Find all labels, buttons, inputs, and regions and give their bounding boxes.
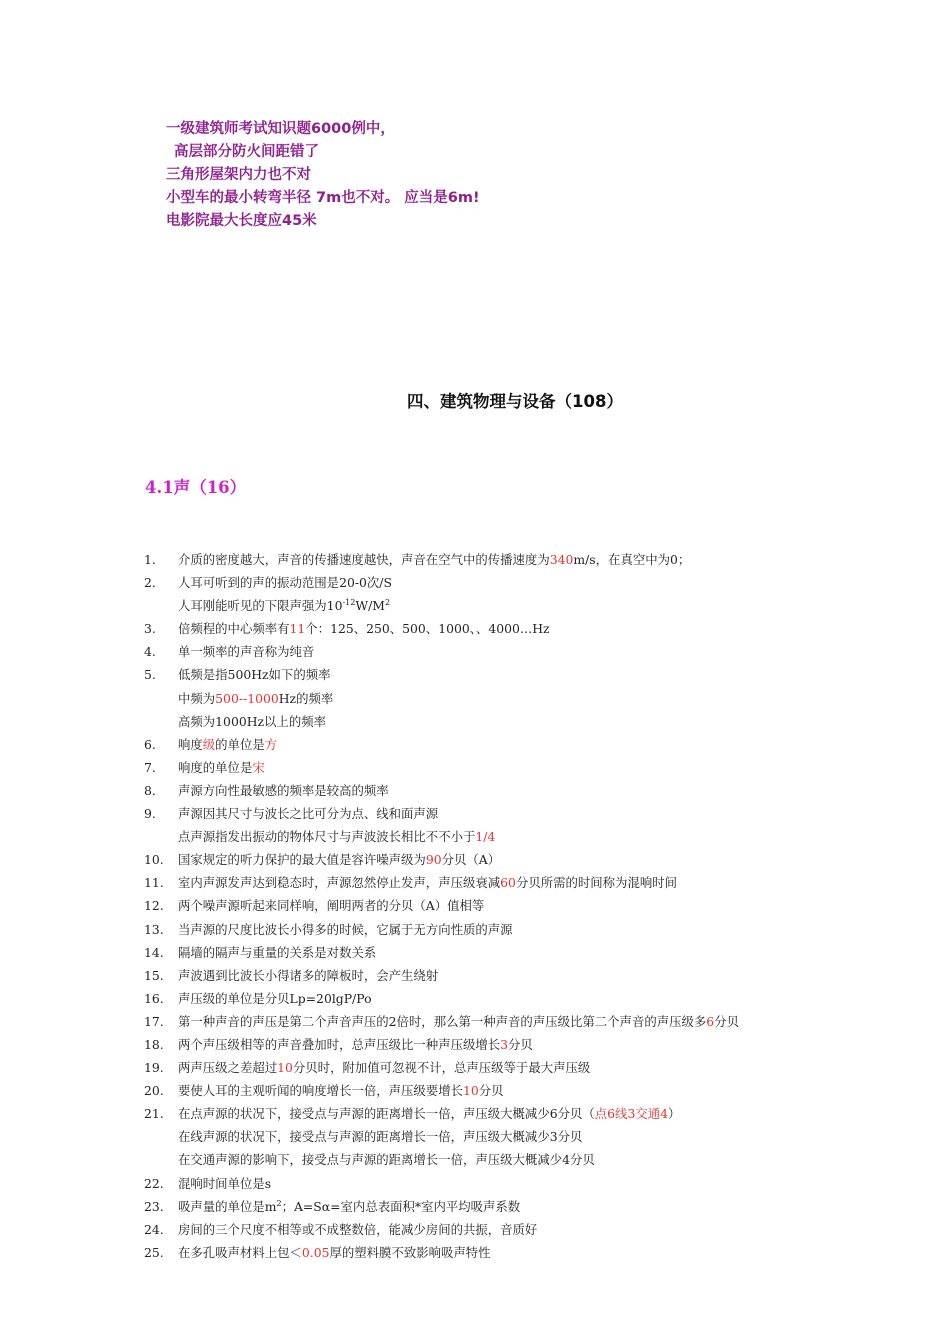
text-segment: 要使人耳的主观听闻的响度增长一倍，声压级要增长 <box>178 1083 463 1099</box>
item-text <box>178 1172 271 1195</box>
text-segment: 房间的三个尺度不相等或不成整数倍，能减少房间的共振，音质好 <box>178 1221 538 1237</box>
item-number: 16. <box>144 990 164 1006</box>
item-number: 11. <box>144 875 164 891</box>
text-segment: 点声源指发出振动的物体尺寸与声波波长相比不不小于 <box>178 829 476 845</box>
item-number: 19. <box>144 1060 164 1076</box>
item-number: 12. <box>144 898 164 914</box>
item-text <box>178 710 326 733</box>
list-item <box>144 918 944 941</box>
item-text <box>178 894 484 917</box>
item-number: 13. <box>144 921 164 937</box>
list-item <box>144 848 944 871</box>
highlight-text: 级 <box>202 736 216 752</box>
text-segment: 混响时间单位是s <box>178 1175 272 1191</box>
text-segment: ） <box>668 1106 681 1122</box>
text-segment: 高频为1000Hz以上的频率 <box>178 713 326 729</box>
item-number: 9. <box>144 806 156 822</box>
item-text <box>178 1218 537 1241</box>
list-item <box>144 663 944 686</box>
item-number: 5. <box>144 667 156 683</box>
item-text <box>178 802 438 825</box>
item-text <box>178 756 265 779</box>
text-segment: 当声源的尺度比波长小得多的时候，它属于无方向性质的声源 <box>178 921 513 937</box>
text-segment: 吸声量的单位是m <box>178 1198 277 1214</box>
item-number: 8. <box>144 782 156 798</box>
list-item <box>144 1172 944 1195</box>
text-segment: 在点声源的状况下，接受点与声源的距离增长一倍，声压级大概减少6分贝（ <box>178 1106 595 1122</box>
item-number: 24. <box>144 1221 164 1237</box>
item-text <box>178 941 376 964</box>
highlight-text: 1/4 <box>475 829 496 845</box>
item-text <box>178 1241 491 1264</box>
item-number: 4. <box>144 644 156 660</box>
highlight-text: 3 <box>500 1036 509 1052</box>
item-text <box>178 848 500 871</box>
list-item <box>144 1056 944 1079</box>
item-number: 18. <box>144 1036 164 1052</box>
text-segment: 低频是指500Hz如下的频率 <box>178 667 331 683</box>
item-text <box>178 594 390 617</box>
text-segment: 人耳可听到的声的振动范围是20-0次/S <box>178 575 392 591</box>
list-item <box>144 756 944 779</box>
list-item <box>144 1218 944 1241</box>
list-item <box>144 571 944 594</box>
item-number: 1. <box>144 552 156 567</box>
text-segment: m/s，在真空中为0； <box>573 552 691 567</box>
list-item <box>144 1148 944 1171</box>
item-number: 25. <box>144 1244 164 1260</box>
intro-line: 高层部分防火间距错了 <box>174 144 319 160</box>
item-number: 21. <box>144 1106 164 1122</box>
text-segment: Hz的频率 <box>278 690 334 706</box>
highlight-text: 10 <box>462 1083 479 1099</box>
text-segment: -12 <box>342 598 356 608</box>
list-item <box>144 987 944 1010</box>
item-text <box>178 571 392 594</box>
list-item <box>144 894 944 917</box>
item-text <box>178 733 277 756</box>
highlight-text: 60 <box>500 875 516 891</box>
item-number: 10. <box>144 852 164 868</box>
text-segment: 隔墙的隔声与重量的关系是对数关系 <box>178 944 377 960</box>
intro-line: 一级建筑师考试知识题6000例中， <box>166 121 395 137</box>
text-segment: 分贝 <box>478 1083 504 1099</box>
list-item <box>144 779 944 802</box>
item-text <box>178 825 495 848</box>
text-segment: 第一种声音的声压是第二个声音声压的2倍时，那么第一种声音的声压级比第二个声音的声压级多 <box>178 1013 707 1029</box>
item-text <box>178 617 550 640</box>
item-number: 3. <box>144 621 156 637</box>
text-segment: 2 <box>276 1198 282 1208</box>
highlight-text: 500--1000 <box>215 690 279 706</box>
text-segment: 声波遇到比波长小得诸多的障板时，会产生绕射 <box>178 967 439 983</box>
text-segment: 分贝 <box>508 1036 533 1052</box>
item-number: 22. <box>144 1175 164 1191</box>
item-text <box>178 918 513 941</box>
text-segment: ；A=Sα=室内总表面积*室内平均吸声系数 <box>281 1198 521 1214</box>
text-segment: 介质的密度越大，声音的传播速度越快，声音在空气中的传播速度为 <box>178 552 550 567</box>
text-segment: 两声压级之差超过 <box>178 1060 278 1076</box>
item-text <box>178 964 438 987</box>
item-number: 20. <box>144 1083 164 1099</box>
text-segment: 分贝时，附加值可忽视不计，总声压级等于最大声压级 <box>292 1060 591 1076</box>
text-segment: 2 <box>384 598 391 608</box>
item-text <box>178 1056 590 1079</box>
text-segment: 两个声压级相等的声音叠加时，总声压级比一种声压级增长 <box>178 1036 501 1052</box>
list-item <box>144 710 944 733</box>
list-item <box>144 1079 944 1102</box>
list-item <box>144 964 944 987</box>
highlight-text: 宋 <box>252 759 265 775</box>
item-number: 14. <box>144 944 164 960</box>
item-text <box>178 1125 582 1148</box>
list-item <box>144 1195 944 1218</box>
list-item <box>144 733 944 756</box>
intro-line: 三角形屋架内力也不对 <box>166 167 311 183</box>
text-segment: 声源方向性最敏感的频率是较高的频率 <box>178 782 389 798</box>
list-item <box>144 1033 944 1056</box>
item-text <box>178 640 314 663</box>
text-segment: W/M <box>355 598 385 614</box>
highlight-text: 6 <box>706 1013 715 1029</box>
item-text <box>178 1148 595 1171</box>
highlight-text: 点6线3交通4 <box>594 1106 668 1122</box>
highlight-text: 90 <box>425 852 442 868</box>
list-item <box>144 548 944 571</box>
intro-line: 电影院最大长度应45米 <box>166 213 317 229</box>
text-segment: 个：125、250、500、1000、、4000…Hz <box>305 621 550 637</box>
list-item <box>144 802 944 825</box>
text-segment: 倍频程的中心频率有 <box>178 621 290 637</box>
list-item <box>144 1102 944 1125</box>
list-item <box>144 1125 944 1148</box>
highlight-text: 11 <box>289 621 306 637</box>
item-text <box>178 548 690 571</box>
list-item <box>144 617 944 640</box>
item-text <box>178 1102 680 1125</box>
item-number: 15. <box>144 967 164 983</box>
item-number: 23. <box>144 1198 164 1214</box>
text-segment: 的单位是 <box>215 736 265 752</box>
text-segment: 室内声源发声达到稳态时，声源忽然停止发声，声压级衰减 <box>178 875 501 891</box>
numbered-list <box>144 548 944 1264</box>
intro-line: 小型车的最小转弯半径 7m也不对。 应当是6m! <box>166 190 480 206</box>
text-segment: 声压级的单位是分贝Lp=20lgP/Po <box>178 990 372 1006</box>
item-number: 6. <box>144 736 156 752</box>
text-segment: 分贝所需的时间称为混响时间 <box>515 875 678 891</box>
highlight-text: 0.05 <box>301 1244 330 1260</box>
list-item <box>144 640 944 663</box>
list-item <box>144 687 944 710</box>
section-title: 四、建筑物理与设备（108） <box>407 392 623 411</box>
item-number: 17. <box>144 1013 164 1029</box>
text-segment: 国家规定的听力保护的最大值是容许噪声级为 <box>178 852 426 868</box>
list-item <box>144 594 944 617</box>
text-segment: 厚的塑料膜不致影响吸声特性 <box>329 1244 491 1260</box>
item-text <box>178 1079 504 1102</box>
intro-note <box>166 118 480 233</box>
item-text <box>178 779 389 802</box>
text-segment: 两个噪声源听起来同样响，阐明两者的分贝（A）值相等 <box>178 898 485 914</box>
item-text <box>178 1010 739 1033</box>
highlight-text: 方 <box>264 736 278 752</box>
text-segment: 在线声源的状况下，接受点与声源的距离增长一倍，声压级大概减少3分贝 <box>178 1129 583 1145</box>
text-segment: 中频为 <box>178 690 216 706</box>
item-text <box>178 871 677 894</box>
subsection-title: 4.1声（16） <box>145 478 247 497</box>
item-text <box>178 663 331 686</box>
item-number: 7. <box>144 759 156 775</box>
highlight-text: 10 <box>277 1060 293 1076</box>
highlight-text: 340 <box>549 552 574 567</box>
list-item <box>144 1010 944 1033</box>
text-segment: 声源因其尺寸与波长之比可分为点、线和面声源 <box>178 806 439 822</box>
text-segment: 响度的单位是 <box>178 759 253 775</box>
item-text <box>178 1033 533 1056</box>
text-segment: 响度 <box>178 736 203 752</box>
list-item <box>144 825 944 848</box>
list-item <box>144 1241 944 1264</box>
text-segment: 分贝 <box>714 1013 739 1029</box>
item-number: 2. <box>144 575 156 591</box>
text-segment: 在多孔吸声材料上包＜ <box>178 1244 302 1260</box>
text-segment: 单一频率的声音称为纯音 <box>178 644 315 660</box>
text-segment: 分贝（A） <box>441 852 501 868</box>
text-segment: 在交通声源的影响下，接受点与声源的距离增长一倍，声压级大概减少4分贝 <box>178 1152 595 1168</box>
item-text <box>178 987 372 1010</box>
list-item <box>144 941 944 964</box>
item-text <box>178 687 333 710</box>
list-item <box>144 871 944 894</box>
item-text <box>178 1195 520 1218</box>
text-segment: 人耳刚能听见的下限声强为10 <box>178 598 343 614</box>
